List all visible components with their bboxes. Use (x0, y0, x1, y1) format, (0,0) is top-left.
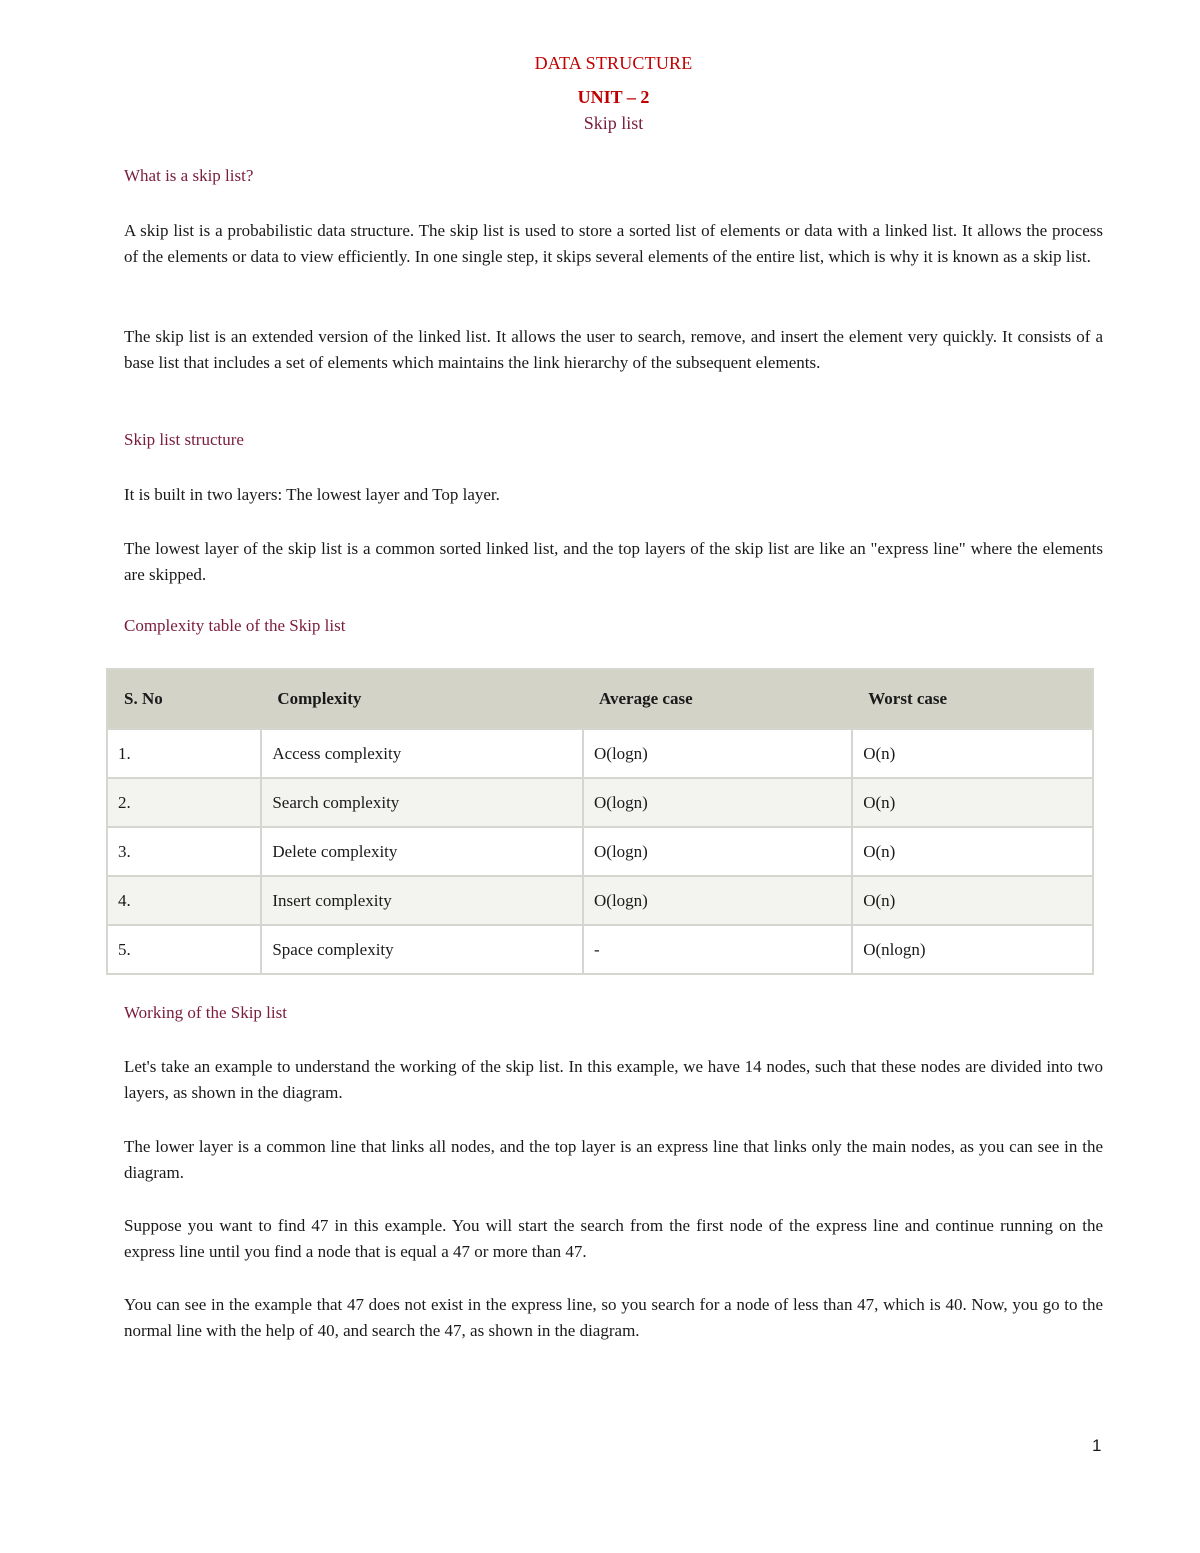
cell-complexity: Search complexity (261, 778, 583, 827)
cell-average: - (583, 925, 852, 974)
column-header-average: Average case (583, 669, 852, 729)
table-row (107, 925, 1093, 974)
table-row (107, 827, 1093, 876)
paragraph-structure-1: It is built in two layers: The lowest layer and Top layer. (124, 485, 500, 504)
cell-worst: O(n) (852, 778, 1093, 827)
paragraph-structure-2: The lowest layer of the skip list is a common sorted linked list, and the top layers of the skip list are like an "express line" where the elements are skipped. (124, 539, 1103, 584)
heading-complexity: Complexity table of the Skip list (124, 616, 346, 635)
cell-complexity: Insert complexity (261, 876, 583, 925)
cell-worst: O(n) (852, 729, 1093, 778)
column-header-complexity: Complexity (261, 669, 583, 729)
table-row (107, 729, 1093, 778)
heading-what-is: What is a skip list? (124, 166, 254, 185)
paragraph-working-4: You can see in the example that 47 does not exist in the express line, so you search for a node of less than 47, which is 40. Now, you go to the normal line with the help of 40, and search the 47, as shown in the diagram. (124, 1295, 1103, 1340)
cell-sno: 4. (107, 876, 261, 925)
table-header-row (107, 669, 1093, 729)
cell-complexity: Delete complexity (261, 827, 583, 876)
cell-complexity: Access complexity (261, 729, 583, 778)
paragraph-what-is-1: A skip list is a probabilistic data structure. The skip list is used to store a sorted list of elements or data with a linked list. It allows the process of the elements or data to view efficiently. In one single step, it skips several elements of the entire list, which is why it is known as a skip list. (124, 221, 1103, 266)
heading-working: Working of the Skip list (124, 1003, 287, 1022)
paragraph-working-1: Let's take an example to understand the working of the skip list. In this example, we have 14 nodes, such that these nodes are divided into two layers, as shown in the diagram. (124, 1057, 1103, 1102)
document-title: DATA STRUCTURE (534, 53, 693, 73)
cell-sno: 3. (107, 827, 261, 876)
page-number: 1 (1092, 1436, 1102, 1455)
complexity-table (106, 668, 1094, 975)
cell-sno: 2. (107, 778, 261, 827)
cell-average: O(logn) (583, 876, 852, 925)
cell-worst: O(n) (852, 827, 1093, 876)
column-header-worst: Worst case (852, 669, 1093, 729)
cell-worst: O(nlogn) (852, 925, 1093, 974)
topic-title: Skip list (583, 113, 644, 133)
table-row (107, 876, 1093, 925)
cell-average: O(logn) (583, 827, 852, 876)
paragraph-what-is-2: The skip list is an extended version of the linked list. It allows the user to search, remove, and insert the element very quickly. It consists of a base list that includes a set of elements which maintains the link hierarchy of the subsequent elements. (124, 327, 1103, 372)
cell-average: O(logn) (583, 729, 852, 778)
paragraph-working-3: Suppose you want to find 47 in this example. You will start the search from the first node of the express line and continue running on the express line until you find a node that is equal a 47 or more than 47. (124, 1216, 1103, 1261)
column-header-sno: S. No (107, 669, 261, 729)
cell-sno: 1. (107, 729, 261, 778)
unit-title: UNIT – 2 (577, 87, 650, 107)
table-row (107, 778, 1093, 827)
cell-complexity: Space complexity (261, 925, 583, 974)
cell-average: O(logn) (583, 778, 852, 827)
paragraph-working-2: The lower layer is a common line that links all nodes, and the top layer is an express line that links only the main nodes, as you can see in the diagram. (124, 1137, 1103, 1182)
cell-sno: 5. (107, 925, 261, 974)
heading-structure: Skip list structure (124, 430, 244, 449)
cell-worst: O(n) (852, 876, 1093, 925)
